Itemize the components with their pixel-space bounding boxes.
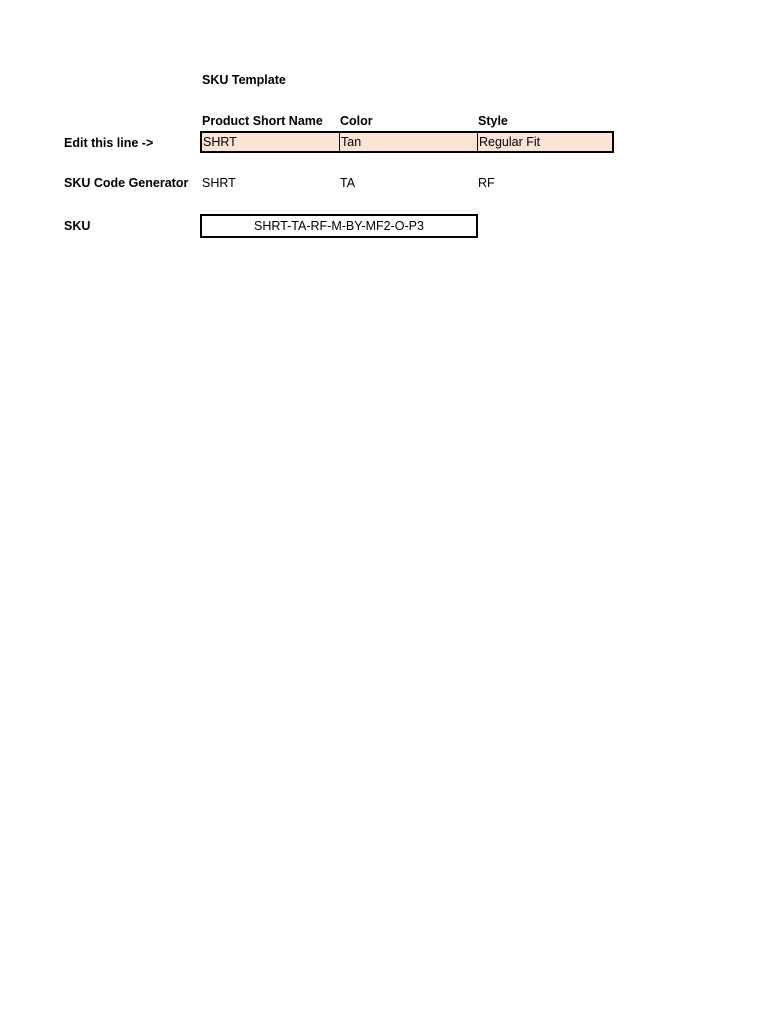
template-title: SKU Template <box>202 73 286 87</box>
generated-color-code: TA <box>340 176 356 190</box>
generated-style-code: RF <box>478 176 495 190</box>
edit-row-label: Edit this line -> <box>64 136 154 150</box>
sku-code-generator-label: SKU Code Generator <box>64 176 189 190</box>
sku-value-box: SHRT-TA-RF-M-BY-MF2-O-P3 <box>200 214 478 238</box>
header-color: Color <box>340 114 373 128</box>
header-product-short-name: Product Short Name <box>202 114 323 128</box>
header-style: Style <box>478 114 508 128</box>
generated-product-code: SHRT <box>202 176 236 190</box>
style-input[interactable]: Regular Fit <box>478 133 612 151</box>
edit-row <box>200 131 614 153</box>
color-input[interactable]: Tan <box>340 133 478 151</box>
sku-label: SKU <box>64 219 91 233</box>
product-short-name-input[interactable]: SHRT <box>202 133 340 151</box>
